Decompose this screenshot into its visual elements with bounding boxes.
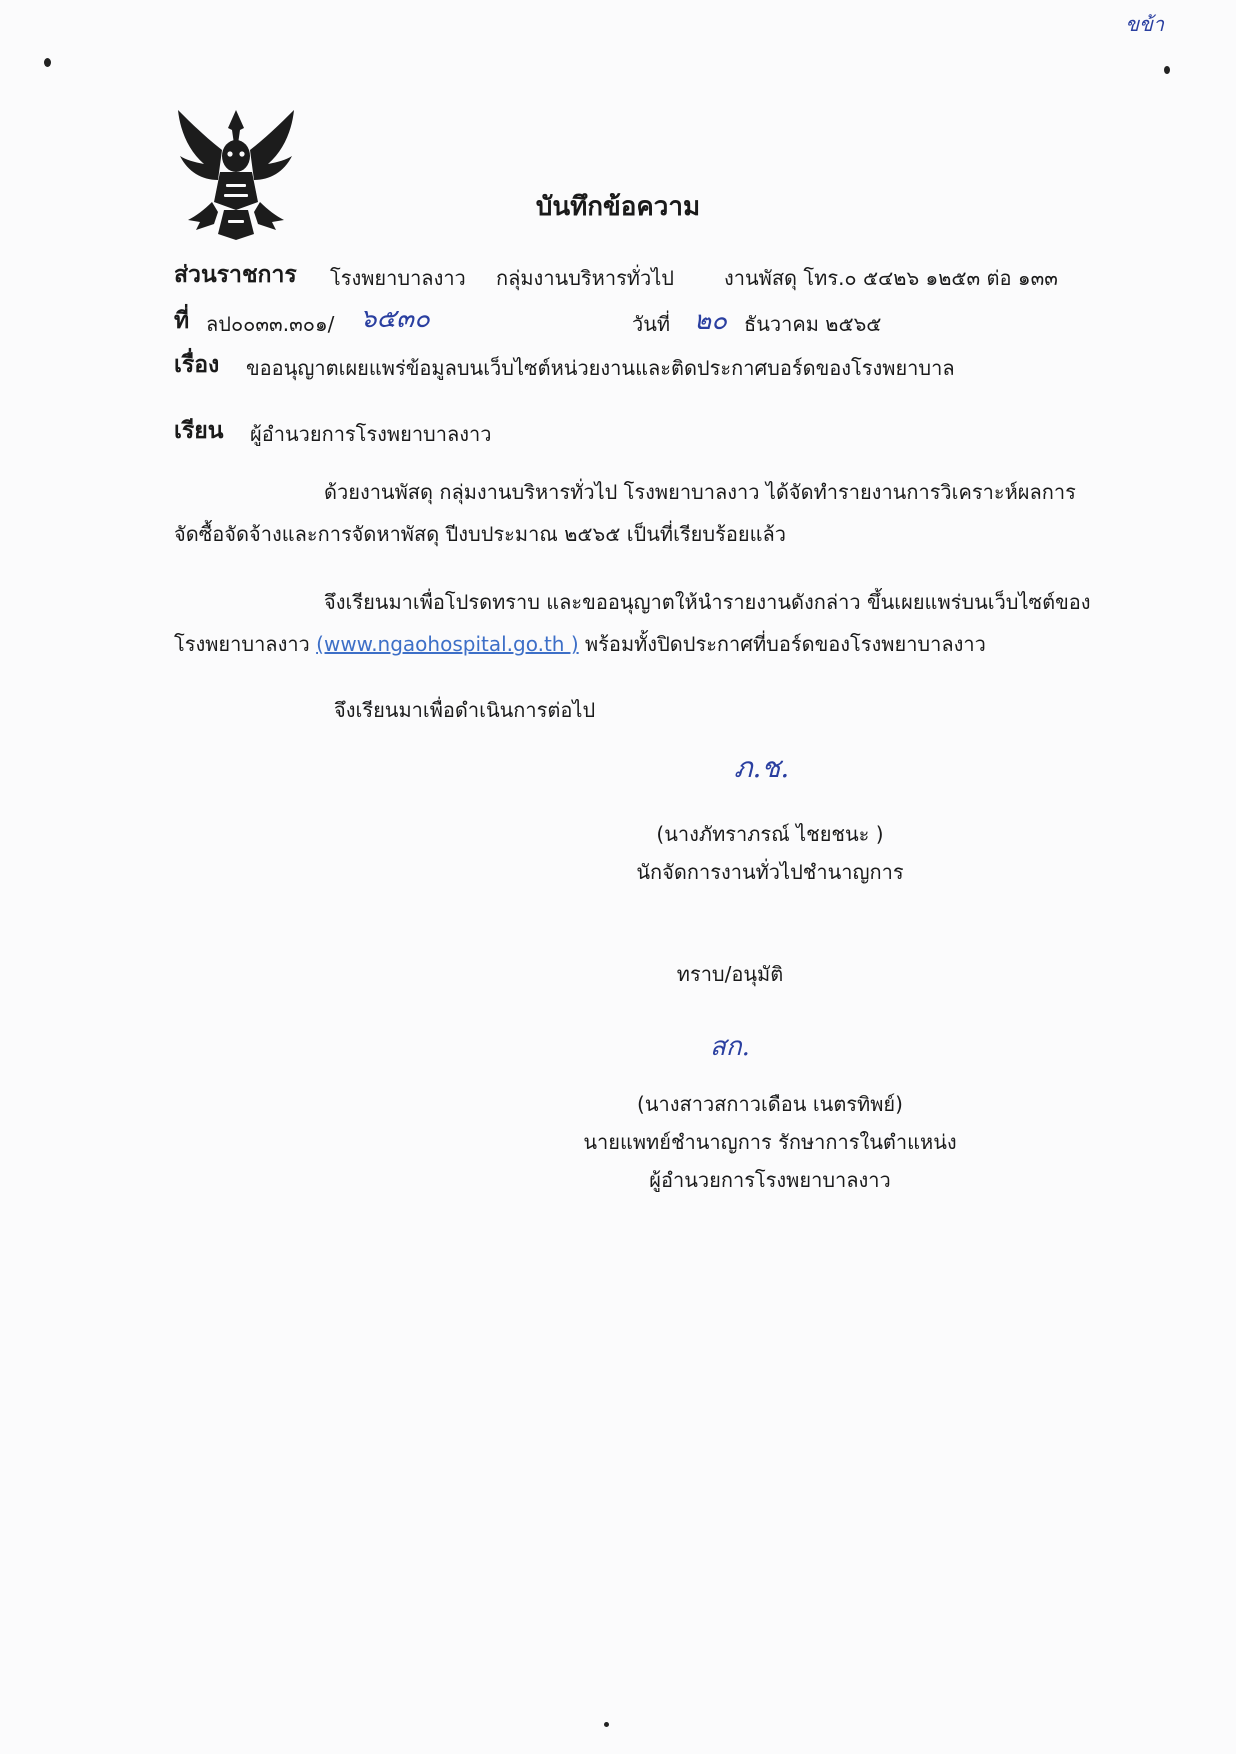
- hospital-website-link[interactable]: (www.ngaohospital.go.th ): [316, 632, 579, 656]
- scan-speck: [604, 1722, 609, 1727]
- signer2-position-line2: ผู้อำนวยการโรงพยาบาลงาว: [649, 1168, 891, 1192]
- agency-group: กลุ่มงานบริหารทั่วไป: [496, 266, 674, 290]
- agency-label: ส่วนราชการ: [174, 262, 297, 288]
- agency-value: โรงพยาบาลงาว: [330, 266, 466, 290]
- date-day-handwritten: ๒๐: [694, 306, 728, 336]
- to-label: เรียน: [174, 418, 224, 444]
- signer1-name: (นางภัทราภรณ์ ไชยชนะ ): [656, 822, 884, 846]
- scan-speck: [44, 58, 51, 67]
- body-para1-line1: ด้วยงานพัสดุ กลุ่มงานบริหารทั่วไป โรงพยาบาลงาว ได้จัดทำรายงานการวิเคราะห์ผลการ: [324, 480, 1076, 504]
- body-para2-line2: [174, 634, 986, 654]
- ref-value: ลป๐๐๓๓.๓๐๑/: [206, 312, 335, 336]
- date-label: วันที่: [632, 312, 671, 336]
- scan-speck: [1164, 66, 1170, 74]
- subject-label: เรื่อง: [174, 352, 220, 378]
- body-para2-prefix: โรงพยาบาลงาว: [174, 632, 310, 656]
- ref-handwritten-number: ๖๕๓๐: [360, 304, 430, 334]
- ref-label: ที่: [174, 308, 190, 334]
- agency-unit-phone: งานพัสดุ โทร.๐ ๕๔๒๖ ๑๒๕๓ ต่อ ๑๓๓: [724, 266, 1058, 290]
- body-para2-line1: จึงเรียนมาเพื่อโปรดทราบ และขออนุญาตให้นำรายงานดังกล่าว ขึ้นเผยแพร่บนเว็บไซต์ของ: [324, 590, 1091, 614]
- to-value: ผู้อำนวยการโรงพยาบาลงาว: [250, 422, 492, 446]
- date-rest: ธันวาคม ๒๕๖๕: [744, 312, 882, 336]
- signer1-position: นักจัดการงานทั่วไปชำนาญการ: [636, 860, 904, 884]
- body-para2-suffix: พร้อมทั้งปิดประกาศที่บอร์ดของโรงพยาบาลงาว: [585, 632, 986, 656]
- document-title: บันทึกข้อความ: [535, 192, 701, 222]
- signer2-position-line1: นายแพทย์ชำนาญการ รักษาการในตำแหน่ง: [583, 1130, 957, 1154]
- agency-row: [174, 264, 297, 287]
- subject-value: ขออนุญาตเผยแพร่ข้อมูลบนเว็บไซต์หน่วยงานและติดประกาศบอร์ดของโรงพยาบาล: [246, 356, 955, 380]
- body-para1-line2: จัดซื้อจัดจ้างและการจัดหาพัสดุ ปีงบประมาณ ๒๕๖๕ เป็นที่เรียบร้อยแล้ว: [174, 522, 786, 546]
- approval-label: ทราบ/อนุมัติ: [676, 962, 784, 986]
- corner-handwritten-note: ขข้า: [1125, 12, 1164, 36]
- signature-2: สก.: [710, 1032, 750, 1062]
- signer2-name: (นางสาวสกาวเดือน เนตรทิพย์): [637, 1092, 903, 1116]
- body-para3: จึงเรียนมาเพื่อดำเนินการต่อไป: [334, 698, 596, 722]
- signature-1: ภ.ช.: [734, 751, 790, 784]
